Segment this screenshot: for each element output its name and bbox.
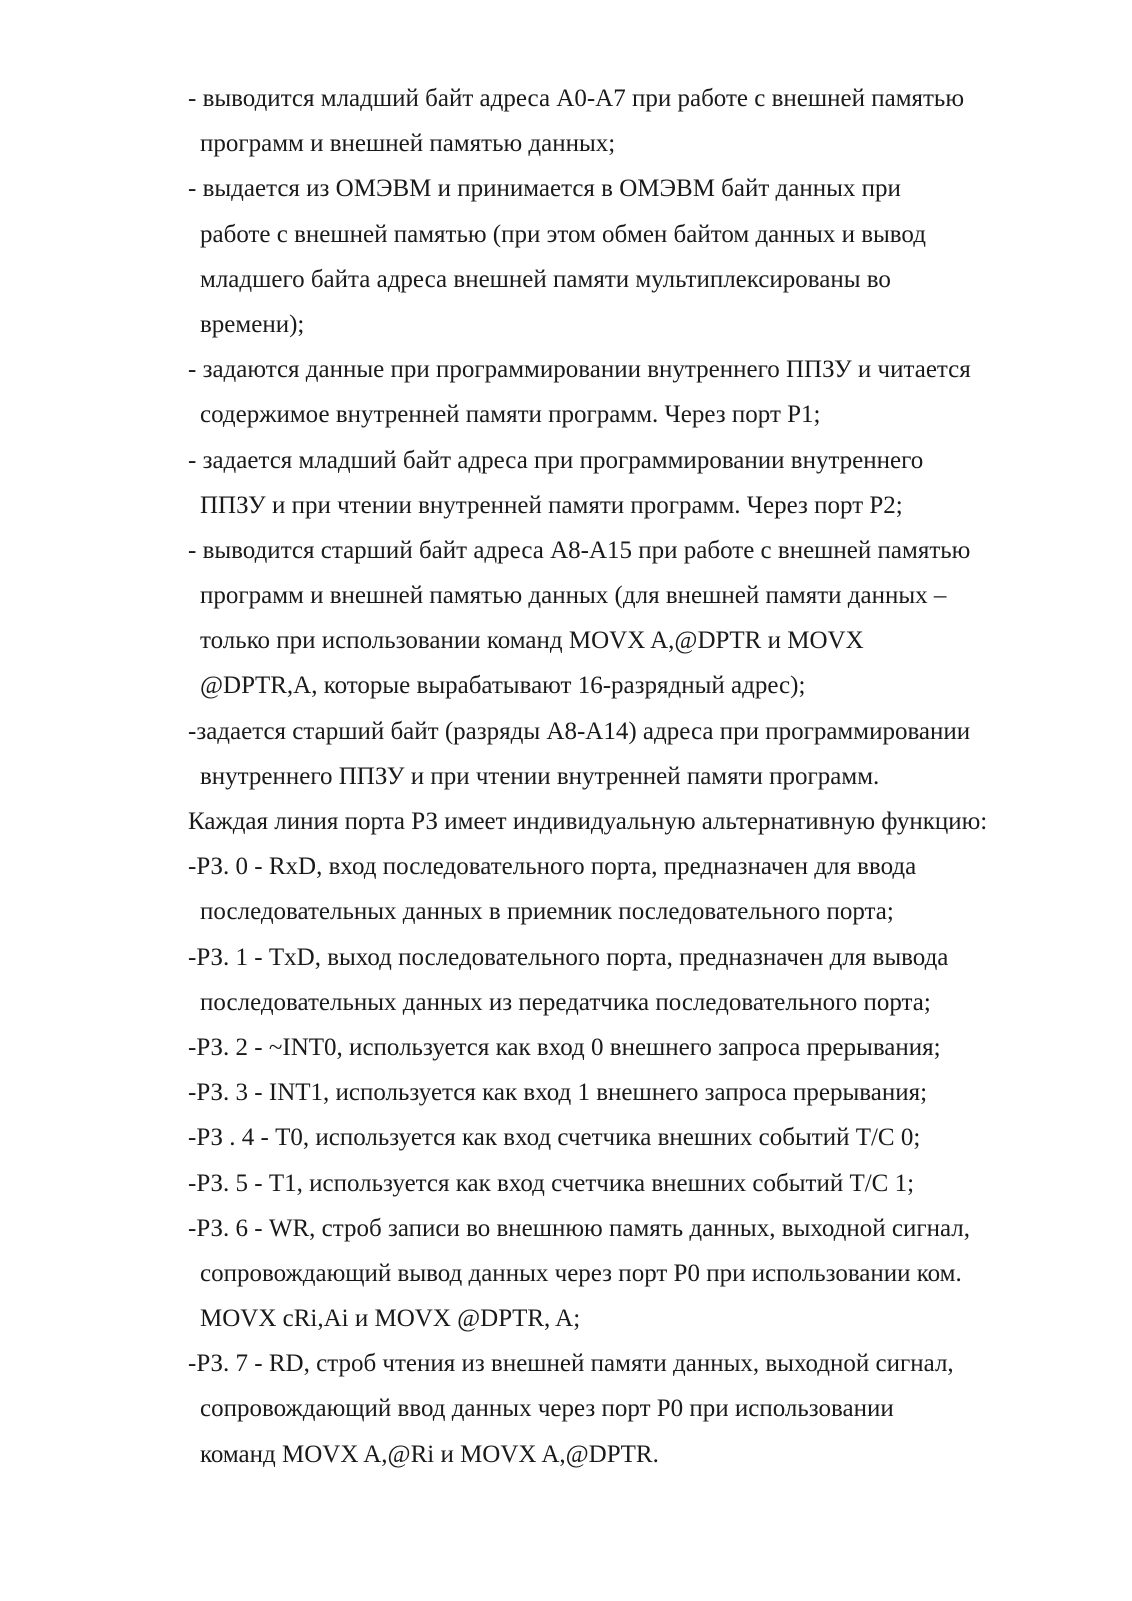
paragraph-p3-0-rxd [188, 844, 1048, 934]
paragraph-p0-data-byte [188, 166, 1048, 347]
paragraph-p0-low-address [188, 76, 1048, 166]
paragraph-p3-2-int0 [188, 1025, 1048, 1070]
paragraph-p3-intro [188, 799, 1048, 844]
paragraph-p0-programming-data [188, 347, 1048, 437]
paragraph-line: - выводится младший байт адреса А0-А7 при работе с внешней памятью [188, 85, 965, 112]
paragraph-line: ППЗУ и при чтении внутренней памяти программ. Через порт Р2; [200, 491, 903, 519]
paragraph-line: программ и внешней памятью данных (для внешней памяти данных – [200, 582, 947, 610]
paragraph-line: -РЗ. 1 - TxD, выход последовательного порта, предназначен для вывода [188, 943, 949, 971]
paragraph-line: сопровождающий ввод данных через порт Р0 при использовании [200, 1395, 894, 1423]
paragraph-p3-1-txd [188, 935, 1048, 1025]
paragraph-p3-6-wr [188, 1206, 1048, 1342]
paragraph-line: -задается старший байт (разряды А8-А14) адреса при программировании [188, 717, 971, 745]
paragraph-p2-programming-address [188, 709, 1048, 799]
paragraph-p3-5-t1 [188, 1161, 1048, 1206]
paragraph-line: - выдается из ОМЭВМ и принимается в ОМЭВМ байт данных при [188, 175, 901, 203]
paragraph-line: -РЗ. 7 - RD, строб чтения из внешней памяти данных, выходной сигнал, [188, 1350, 954, 1378]
paragraph-line: @DPTR,A, которые вырабатывают 16-разрядный адрес); [200, 672, 806, 700]
paragraph-p2-high-address [188, 528, 1048, 709]
paragraph-p3-4-t0 [188, 1115, 1048, 1160]
paragraph-line: внутреннего ППЗУ и при чтении внутренней памяти программ. [200, 762, 880, 790]
paragraph-line: команд MOVX A,@Ri и MOVX A,@DPTR. [200, 1440, 659, 1468]
paragraph-line: последовательных данных в приемник последовательного порта; [200, 898, 894, 926]
paragraph-line: Каждая линия порта РЗ имеет индивидуальную альтернативную функцию: [188, 808, 988, 835]
paragraph-line: сопровождающий вывод данных через порт Р0 при использовании ком. [200, 1259, 962, 1287]
paragraph-line: программ и внешней памятью данных; [200, 130, 616, 158]
paragraph-line: - задается младший байт адреса при программировании внутреннего [188, 446, 924, 474]
paragraph-line: времени); [200, 310, 305, 338]
paragraph-line: -РЗ . 4 - T0, используется как вход счетчика внешних событий Т/С 0; [188, 1124, 921, 1152]
paragraph-line: -РЗ. 2 - ~INT0, используется как вход 0 внешнего запроса прерывания; [188, 1033, 941, 1061]
paragraph-line: -РЗ. 3 - INT1, используется как вход 1 внешнего запроса прерывания; [188, 1079, 928, 1107]
paragraph-line: только при использовании команд MOVX A,@DPTR и MOVX [200, 627, 864, 655]
paragraph-line: - задаются данные при программировании внутреннего ППЗУ и читается [188, 356, 971, 384]
paragraph-line: -РЗ. 0 - RxD, вход последовательного порта, предназначен для ввода [188, 853, 917, 881]
paragraph-p1-low-address [188, 438, 1048, 528]
paragraph-line: MOVX cRi,Ai и MOVX @DPTR, A; [200, 1305, 581, 1333]
paragraph-line: - выводится старший байт адреса А8-А15 при работе с внешней памятью [188, 536, 971, 564]
paragraph-line: последовательных данных из передатчика последовательного порта; [200, 988, 931, 1016]
document-body [188, 76, 1048, 1477]
paragraph-line: работе с внешней памятью (при этом обмен байтом данных и вывод [200, 220, 926, 248]
paragraph-line: -РЗ. 5 - T1, используется как вход счетчика внешних событий Т/С 1; [188, 1169, 915, 1197]
paragraph-p3-3-int1 [188, 1070, 1048, 1115]
paragraph-line: содержимое внутренней памяти программ. Через порт Р1; [200, 401, 821, 429]
paragraph-line: -РЗ. 6 - WR, строб записи во внешнюю память данных, выходной сигнал, [188, 1214, 971, 1242]
paragraph-line: младшего байта адреса внешней памяти мультиплексированы во [200, 265, 891, 293]
paragraph-p3-7-rd [188, 1341, 1048, 1477]
